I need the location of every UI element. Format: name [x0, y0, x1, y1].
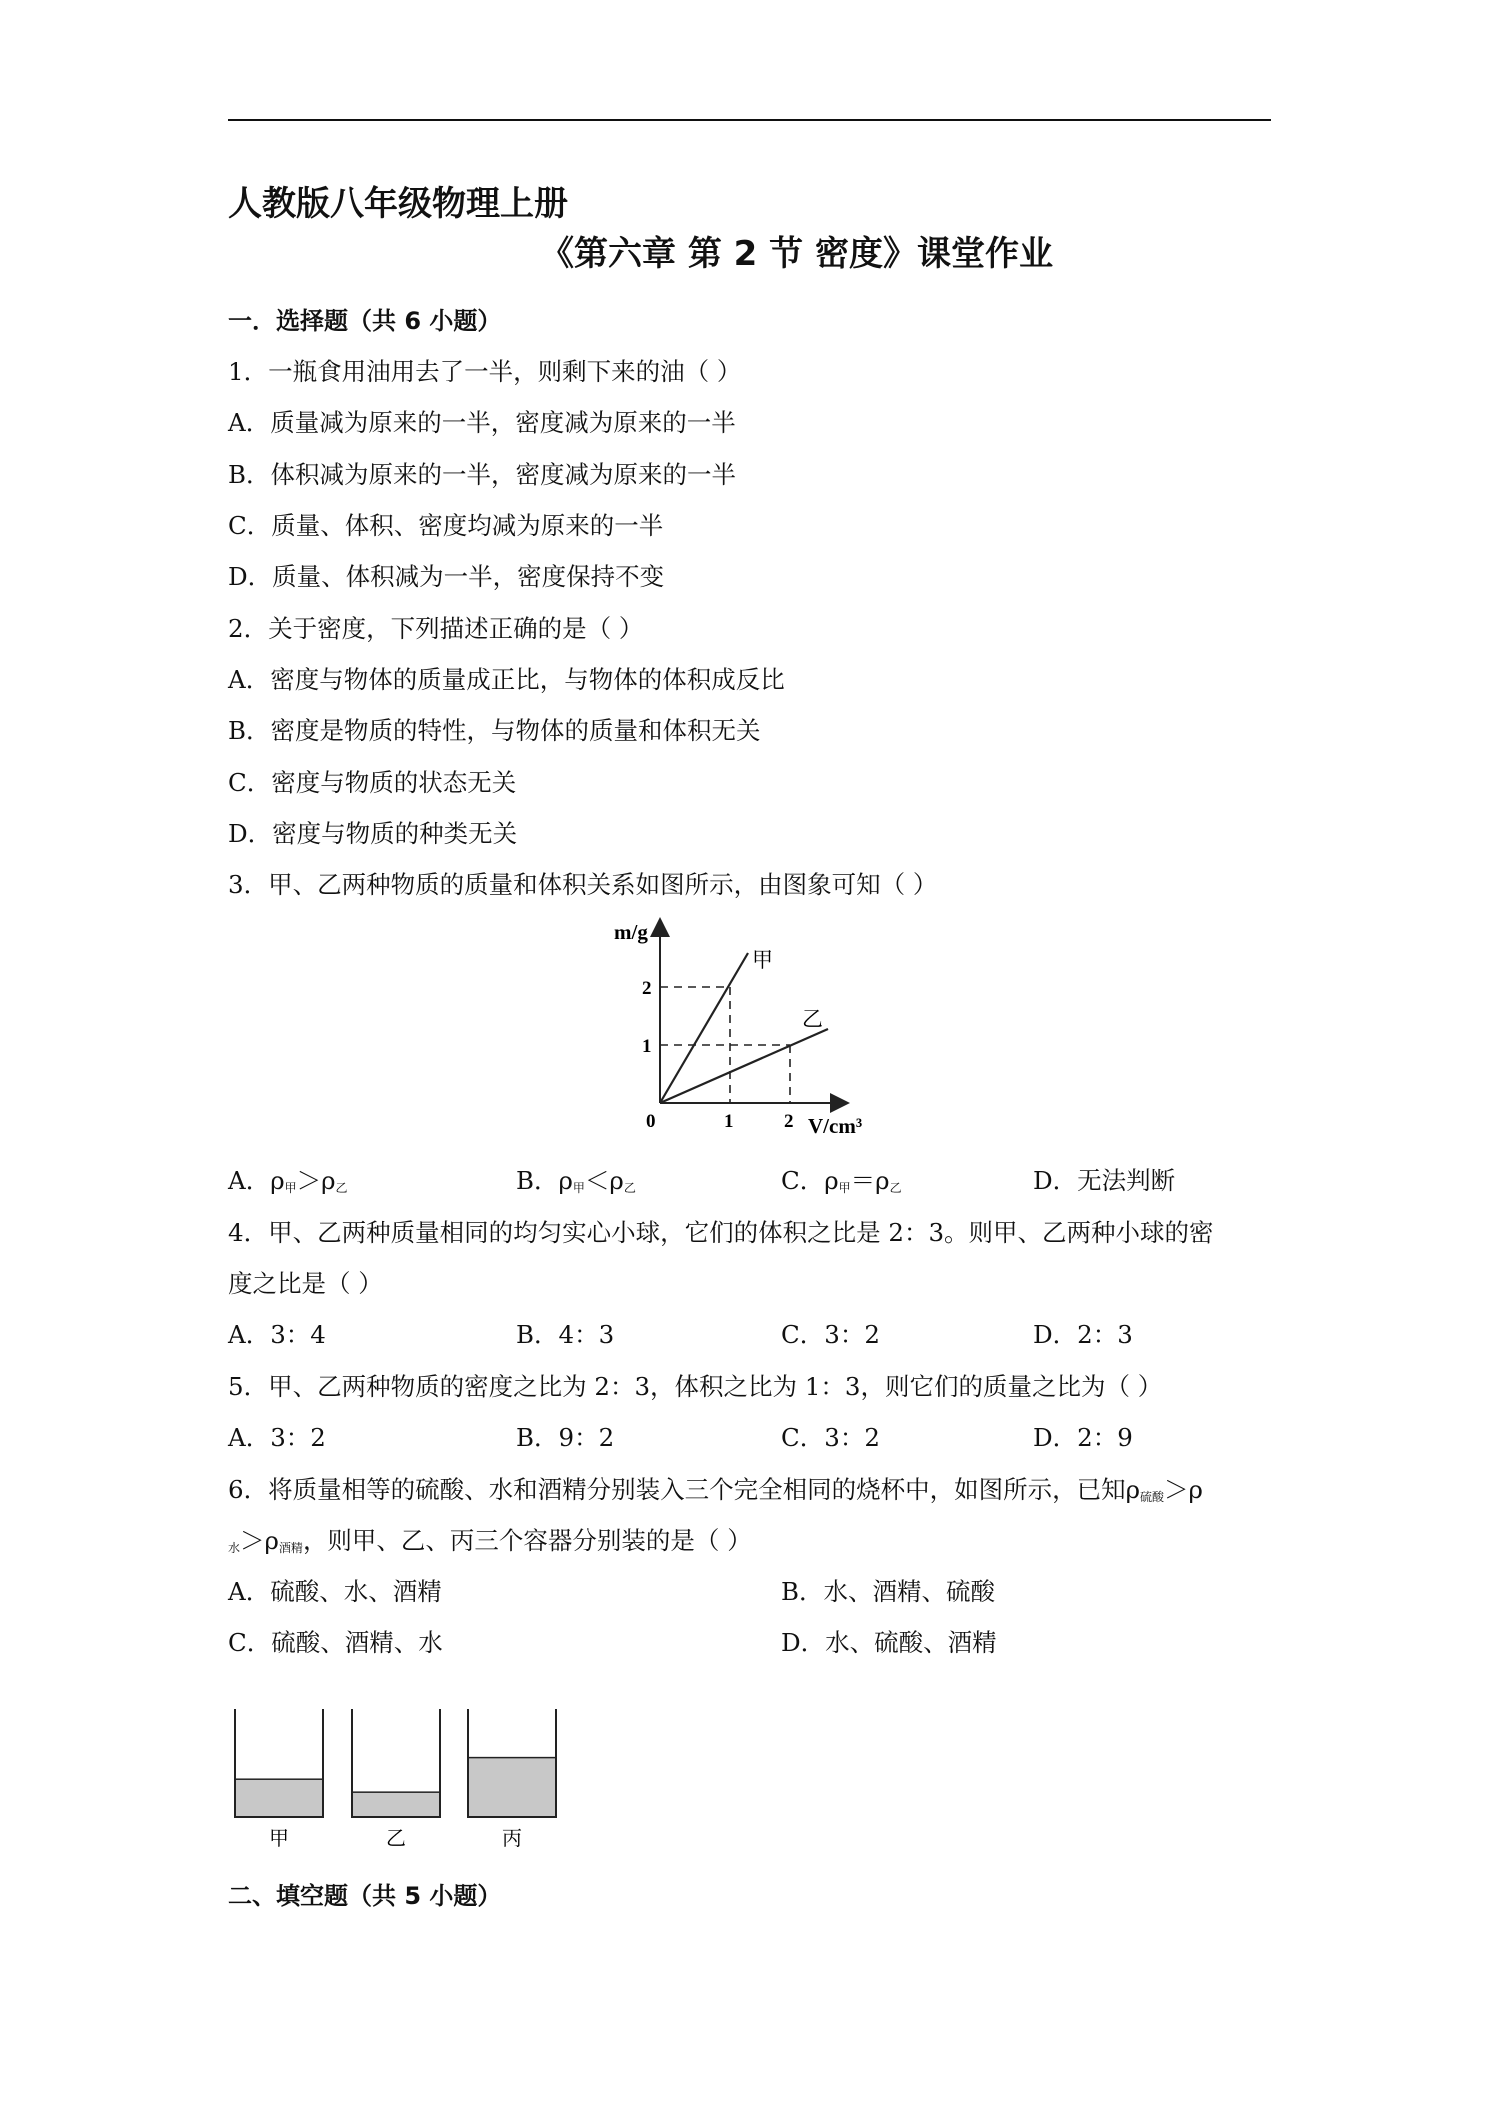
q4-option-d: D．2：3	[1033, 1320, 1133, 1349]
q3-option-a: A．$\rho_甲>\rho_乙$	[228, 1166, 348, 1195]
q4-option-c: C．3：2	[781, 1320, 880, 1349]
q4-option-b: B．4：3	[516, 1320, 615, 1349]
q5-option-d: D．2：9	[1033, 1423, 1133, 1452]
beaker-label-3: 丙	[502, 1826, 522, 1850]
q5-option-a: A．3：2	[228, 1423, 326, 1452]
q5-stem: 5．甲、乙两种物质的密度之比为 2：3，体积之比为 1：3，则它们的质量之比为（ ）	[228, 1372, 1163, 1401]
beakers-figure	[225, 1705, 575, 1855]
q1-option-c: C．质量、体积、密度均减为原来的一半	[228, 511, 664, 540]
q3-option-d: D．无法判断	[1033, 1166, 1176, 1195]
q6-option-a: A．硫酸、水、酒精	[228, 1577, 442, 1606]
q5-option-b: B．9：2	[516, 1423, 615, 1452]
line-yi-label: 乙	[802, 1007, 823, 1031]
q3-stem: 3．甲、乙两种物质的质量和体积关系如图所示，由图象可知（ ）	[228, 870, 938, 899]
q2-option-d: D．密度与物质的种类无关	[228, 819, 518, 848]
line-yi	[660, 1029, 828, 1103]
origin-label: 0	[646, 1111, 656, 1132]
q2-option-a: A．密度与物体的质量成正比，与物体的体积成反比	[228, 665, 785, 694]
line-jia-label: 甲	[752, 948, 773, 972]
q1-option-a: A．质量减为原来的一半，密度减为原来的一半	[228, 408, 736, 437]
beaker-liquid-1	[235, 1779, 323, 1817]
section-heading-fill: 二、填空题（共 5 小题）	[228, 1882, 502, 1910]
q4-stem-line1: 4．甲、乙两种质量相同的均匀实心小球，它们的体积之比是 2：3。则甲、乙两种小球的密	[228, 1218, 1214, 1247]
q1-option-d: D．质量、体积减为一半，密度保持不变	[228, 562, 665, 591]
q3-option-b: B．$\rho_甲<\rho_乙$	[516, 1166, 636, 1195]
q6-option-d: D．水、硫酸、酒精	[781, 1628, 997, 1657]
q1-option-b: B．体积减为原来的一半，密度减为原来的一半	[228, 460, 737, 489]
q6-stem-line2: $_水>\rho_{酒精}$，则甲、乙、丙三个容器分别装的是（ ）	[228, 1526, 752, 1555]
beaker-liquid-2	[352, 1792, 440, 1817]
y-tick-2: 2	[642, 978, 652, 999]
q4-option-a: A．3：4	[228, 1320, 326, 1349]
q6-option-c: C．硫酸、酒精、水	[228, 1628, 443, 1657]
q6-option-b: B．水、酒精、硫酸	[781, 1577, 996, 1606]
title-line1: 人教版八年级物理上册	[228, 184, 568, 224]
q5-option-c: C．3：2	[781, 1423, 880, 1452]
y-tick-1: 1	[642, 1036, 652, 1057]
q2-stem: 2．关于密度，下列描述正确的是（ ）	[228, 614, 644, 643]
q4-stem-line2: 度之比是（ ）	[228, 1269, 383, 1298]
q1-stem: 1．一瓶食用油用去了一半，则剩下来的油（ ）	[228, 357, 742, 386]
section-heading-choice: 一．选择题（共 6 小题）	[228, 307, 502, 335]
y-axis-label: m/g	[614, 920, 648, 944]
mass-volume-graph	[600, 915, 900, 1150]
q6-stem-line1: 6．将质量相等的硫酸、水和酒精分别装入三个完全相同的烧杯中，如图所示，已知$\rho_{硫酸}>\rho$	[228, 1475, 1203, 1504]
header-rule	[228, 119, 1271, 121]
beaker-liquid-3	[468, 1758, 556, 1817]
beaker-label-1: 甲	[269, 1826, 289, 1850]
beaker-label-2: 乙	[386, 1826, 406, 1850]
q3-option-c: C．$\rho_甲=\rho_乙$	[781, 1166, 902, 1195]
q2-option-b: B．密度是物质的特性，与物体的质量和体积无关	[228, 716, 761, 745]
x-axis-label: V/cm³	[808, 1114, 863, 1138]
x-tick-1: 1	[724, 1111, 734, 1132]
line-jia	[660, 953, 748, 1103]
q2-option-c: C．密度与物质的状态无关	[228, 768, 517, 797]
title-line2: 《第六章 第 2 节 密度》课堂作业	[540, 234, 1054, 274]
x-tick-2: 2	[784, 1111, 794, 1132]
